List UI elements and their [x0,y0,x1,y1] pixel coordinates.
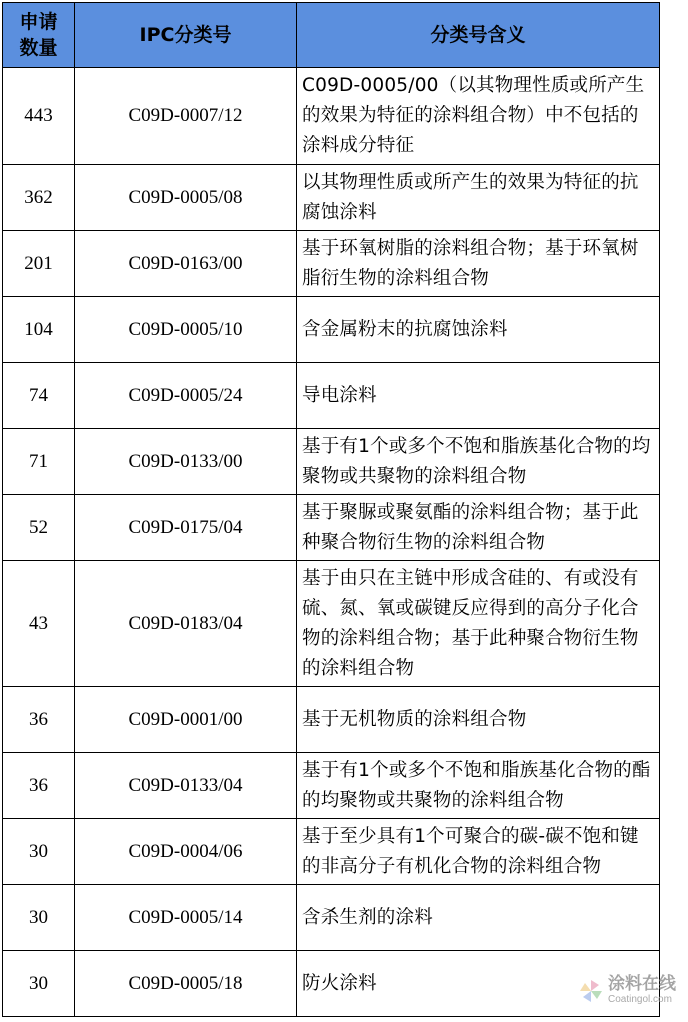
count-cell: 52 [3,495,75,561]
table-row [3,951,660,1017]
code-cell: C09D-0005/18 [75,951,297,1017]
count-cell: 43 [3,561,75,687]
pinwheel-logo-icon [578,978,604,1004]
code-cell: C09D-0163/00 [75,231,297,297]
meaning-cell: 防火涂料 [297,951,660,1017]
count-cell: 74 [3,363,75,429]
header-meaning: 分类号含义 [297,3,660,68]
meaning-cell: 基于有1个或多个不饱和脂族基化合物的均聚物或共聚物的涂料组合物 [297,429,660,495]
table-row [3,297,660,363]
code-cell: C09D-0007/12 [75,68,297,165]
table-row [3,753,660,819]
table-row [3,68,660,165]
count-cell: 30 [3,885,75,951]
count-cell: 71 [3,429,75,495]
code-cell: C09D-0183/04 [75,561,297,687]
meaning-cell: C09D-0005/00（以其物理性质或所产生的效果为特征的涂料组合物）中不包括的涂料成分特征 [297,68,660,165]
meaning-cell: 含金属粉末的抗腐蚀涂料 [297,297,660,363]
count-cell: 201 [3,231,75,297]
code-cell: C09D-0133/04 [75,753,297,819]
meaning-cell: 基于由只在主链中形成含硅的、有或没有硫、氮、氧或碳键反应得到的高分子化合物的涂料组合物；基于此种聚合物衍生物的涂料组合物 [297,561,660,687]
table-row [3,231,660,297]
header-row [3,3,660,68]
table-row [3,561,660,687]
meaning-cell: 基于至少具有1个可聚合的碳-碳不饱和键的非高分子有机化合物的涂料组合物 [297,819,660,885]
meaning-cell: 基于有1个或多个不饱和脂族基化合物的酯的均聚物或共聚物的涂料组合物 [297,753,660,819]
watermark-en: Coatingol.com [608,994,672,1005]
count-cell: 30 [3,951,75,1017]
table-row [3,165,660,231]
count-cell: 104 [3,297,75,363]
code-cell: C09D-0005/10 [75,297,297,363]
header-code: IPC分类号 [75,3,297,68]
ipc-table [2,2,660,1017]
count-cell: 30 [3,819,75,885]
watermark-cn: 涂料在线 [608,974,676,994]
code-cell: C09D-0005/24 [75,363,297,429]
meaning-cell: 基于无机物质的涂料组合物 [297,687,660,753]
meaning-cell: 导电涂料 [297,363,660,429]
count-cell: 36 [3,753,75,819]
count-cell: 443 [3,68,75,165]
watermark [578,976,676,1005]
code-cell: C09D-0175/04 [75,495,297,561]
table-row [3,819,660,885]
meaning-cell: 以其物理性质或所产生的效果为特征的抗腐蚀涂料 [297,165,660,231]
meaning-cell: 含杀生剂的涂料 [297,885,660,951]
code-cell: C09D-0005/08 [75,165,297,231]
code-cell: C09D-0001/00 [75,687,297,753]
table-row [3,885,660,951]
count-cell: 36 [3,687,75,753]
count-cell: 362 [3,165,75,231]
code-cell: C09D-0004/06 [75,819,297,885]
table-row [3,363,660,429]
table-row [3,495,660,561]
code-cell: C09D-0133/00 [75,429,297,495]
code-cell: C09D-0005/14 [75,885,297,951]
table-row [3,429,660,495]
table-row [3,687,660,753]
meaning-cell: 基于聚脲或聚氨酯的涂料组合物；基于此种聚合物衍生物的涂料组合物 [297,495,660,561]
meaning-cell: 基于环氧树脂的涂料组合物；基于环氧树脂衍生物的涂料组合物 [297,231,660,297]
header-count: 申请 数量 [3,3,75,68]
